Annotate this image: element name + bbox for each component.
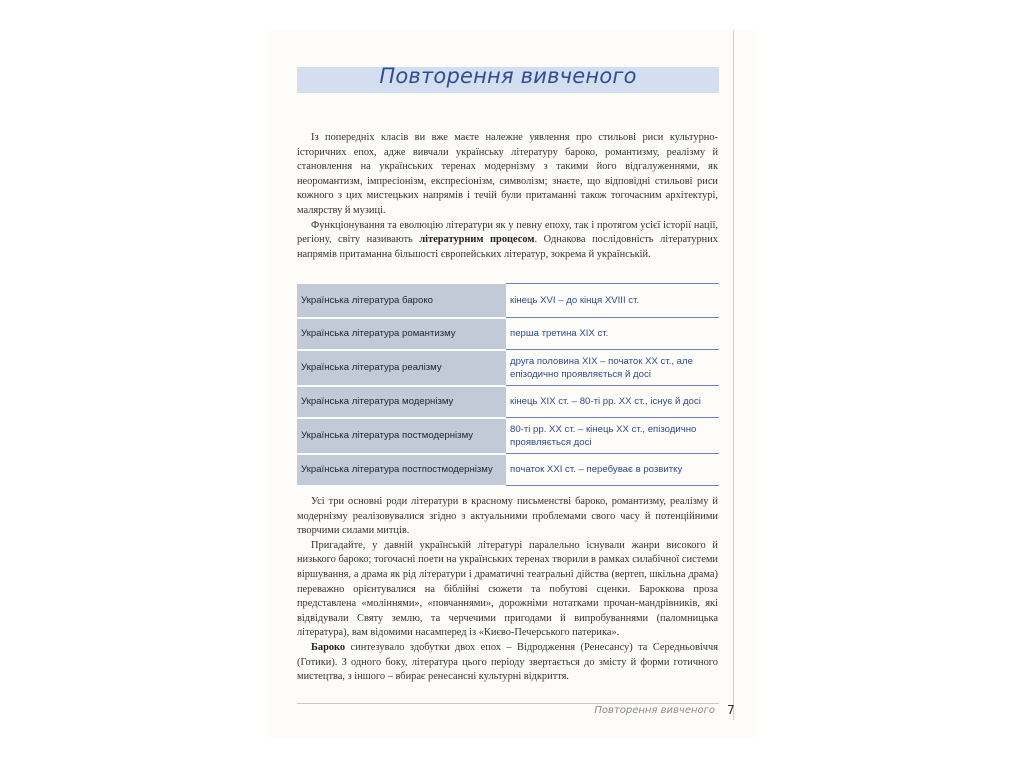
table-row — [297, 284, 719, 318]
table-row-period: перша третина XIX ст. — [506, 318, 719, 350]
table-row-period: 80-ті рр. XX ст. – кінець XX ст., епізодично проявляється досі — [506, 418, 719, 454]
table-row — [297, 418, 719, 454]
page-edge — [733, 30, 734, 720]
table-row-period: кінець XIX ст. – 80-ті рр. XX ст., існує й досі — [506, 386, 719, 418]
table-row-label: Українська література постмодернізму — [297, 418, 506, 454]
table-row-label: Українська література реалізму — [297, 350, 506, 386]
table-row — [297, 318, 719, 350]
term-literary-process: літературним процесом — [419, 234, 535, 246]
footer-divider — [297, 703, 719, 704]
intro-paragraph-2 — [297, 219, 718, 263]
table-row — [297, 350, 719, 386]
intro-text — [297, 131, 718, 262]
intro-p2-start: Функціонування та еволюцію літератури як у певну епоху, так і протягом усієї історії нації, регіону, світу називають — [297, 219, 718, 246]
term-baroque: Бароко — [311, 641, 346, 653]
table-row-label: Українська література бароко — [297, 284, 506, 318]
body-paragraph-3 — [297, 641, 718, 685]
table-row-period: друга половина XIX – початок XX ст., але епізодично проявляється й досі — [506, 350, 719, 386]
intro-paragraph-1: Із попередніх класів ви вже маєте належне уявлення про стильові риси культурно-історичних епох, адже вивчали українську літературу бароко, романтизму, реалізму й становлення на українських теренах модернізму з такими його відгалуженнями, як неоромантизм, імпресіонізм, експресіонізм, символізм; знаєте, що відповідні стильові риси кожного з цих мистецьких напрямів і течій були притаманні також тогочасним архітектурі, малярству й музиці. — [297, 132, 718, 216]
body-p3-rest: синтезувало здобутки двох епох – Відродження (Ренесансу) та Середньовіччя (Готики). З одного боку, література цього періоду звертається до змісту й форми готичного мистецтва, з іншого – вбирає ренесансні культурні відкриття. — [297, 641, 718, 683]
table-row-label: Українська література романтизму — [297, 318, 506, 350]
table-row-label: Українська література постпостмодернізму — [297, 454, 506, 486]
page-title: Повторення вивченого — [379, 64, 637, 88]
page-number: 7 — [727, 703, 735, 717]
body-text — [297, 495, 718, 685]
literary-periods-table — [297, 283, 719, 487]
footer-section-title: Повторення вивченого — [594, 705, 715, 716]
table-row — [297, 454, 719, 486]
body-paragraph-1: Усі три основні роди літератури в красному письменстві бароко, романтизму, реалізму й модернізму реалізовувалися згідно з актуальними проблемами свого часу й потенційними творчими силами митців. — [297, 496, 718, 537]
table-row-period: кінець XVI – до кінця XVIII ст. — [506, 284, 719, 318]
intro-p2-end: . Однакова послідовність літературних напрямів притаманна більшості європейських літератур, зокрема й українській. — [297, 234, 718, 260]
table-row — [297, 386, 719, 418]
body-paragraph-2: Пригадайте, у давній українській літературі паралельно існували жанри високого й низького бароко; тогочасні поети на українських теренах творили в рамках силабічної системи віршування, а драма як рід літератури і драматичні театральні дійства (вертеп, шкільна драма) переважно орієнтувалися на біблійні сюжети та побутові сценки. Бароккова проза представлена «моліннями», «повчаннями», дорожніми нотатками прочан-мандрівників, які відвідували Святу землю, та черчечими пригодами й випробуваннями (паломницька література), вам відомими насамперед із «Києво-Печерського патерика». — [297, 539, 718, 639]
table-row-period: початок XXI ст. – перебуває в розвитку — [506, 454, 719, 486]
table-row-label: Українська література модернізму — [297, 386, 506, 418]
